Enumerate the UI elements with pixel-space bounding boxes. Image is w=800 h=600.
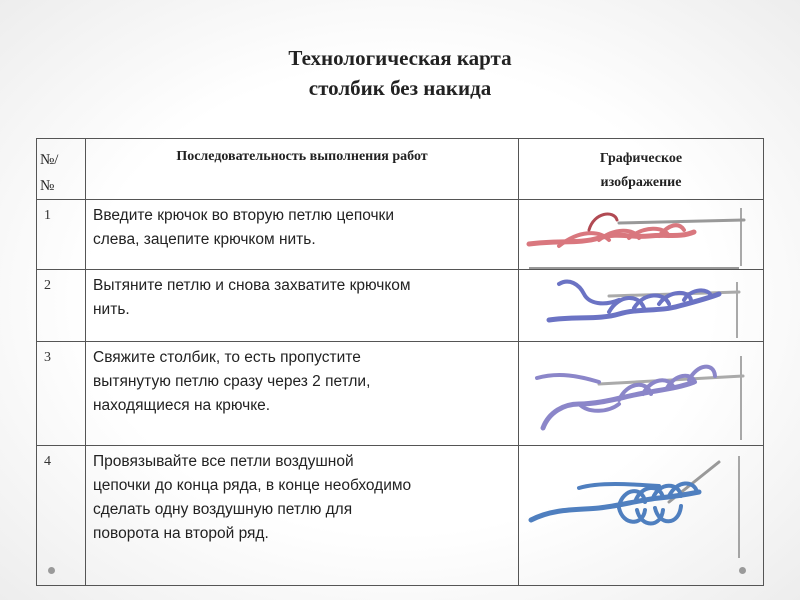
title-line-2: столбик без накида xyxy=(308,76,492,100)
technology-card-table xyxy=(36,138,764,586)
row-image-cell xyxy=(519,270,764,342)
row-text xyxy=(86,200,519,270)
slide-dot-left xyxy=(48,567,55,574)
row-text-line: Свяжите столбик, то есть пропустите xyxy=(93,349,361,366)
row-text-line: вытянутую петлю сразу через 2 петли, xyxy=(93,373,371,390)
page-title xyxy=(200,43,600,103)
row-text xyxy=(86,446,519,586)
row-text-line: слева, зацепите крючком нить. xyxy=(93,231,316,248)
header-number-line-2: № xyxy=(40,178,55,194)
header-number xyxy=(37,139,86,200)
title-line-1: Технологическая карта xyxy=(288,46,512,70)
row-number: 3 xyxy=(37,342,86,446)
row-image-cell xyxy=(519,446,764,586)
row-image-cell xyxy=(519,342,764,446)
header-sequence: Последовательность выполнения работ xyxy=(86,139,519,200)
row-number: 2 xyxy=(37,270,86,342)
row-image-cell xyxy=(519,200,764,270)
row-number: 4 xyxy=(37,446,86,586)
crochet-step-3-illustration xyxy=(519,342,764,446)
row-text-line: сделать одну воздушную петлю для xyxy=(93,501,353,518)
row-text xyxy=(86,342,519,446)
row-text-line: нить. xyxy=(93,301,130,318)
crochet-step-4-illustration xyxy=(519,446,764,586)
row-text-line: Провязывайте все петли воздушной xyxy=(93,453,354,470)
header-number-line-1: №/ xyxy=(40,152,59,168)
row-number: 1 xyxy=(37,200,86,270)
table-row xyxy=(37,342,764,446)
header-graphic-line-1: Графическое xyxy=(599,151,683,166)
table-row xyxy=(37,270,764,342)
header-graphic xyxy=(519,139,764,200)
slide-dot-right xyxy=(739,567,746,574)
crochet-step-2-illustration xyxy=(519,270,764,342)
row-text-line: Введите крючок во вторую петлю цепочки xyxy=(93,207,395,224)
table-header-row xyxy=(37,139,764,200)
row-text-line: поворота на второй ряд. xyxy=(93,525,269,542)
header-graphic-line-2: изображение xyxy=(600,175,682,190)
table-row xyxy=(37,446,764,586)
crochet-step-1-illustration xyxy=(519,200,764,270)
row-text-line: Вытяните петлю и снова захватите крючком xyxy=(93,277,411,294)
row-text xyxy=(86,270,519,342)
table-row xyxy=(37,200,764,270)
row-text-line: цепочки до конца ряда, в конце необходимо xyxy=(93,477,412,494)
row-text-line: находящиеся на крючке. xyxy=(93,397,271,414)
